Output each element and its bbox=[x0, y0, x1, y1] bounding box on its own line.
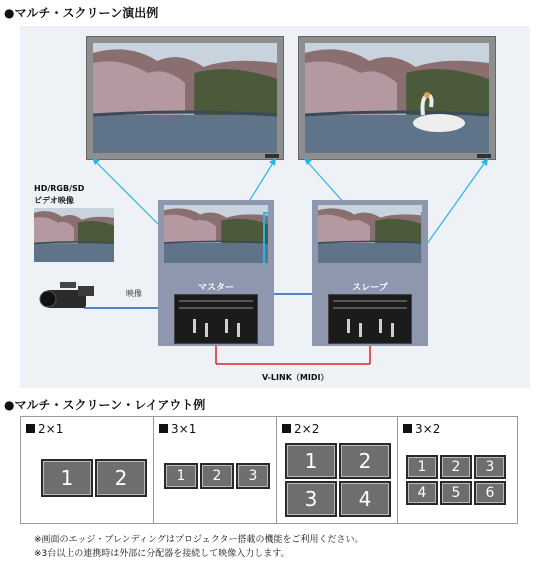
square-bullet-icon bbox=[403, 424, 412, 433]
master-label: マスター bbox=[197, 283, 234, 293]
layout-label: 3×1 bbox=[171, 422, 197, 436]
source-format-label: HD/RGB/SD bbox=[34, 184, 85, 193]
layout-example-table bbox=[20, 416, 518, 524]
connection-lines bbox=[20, 26, 530, 388]
layout-3x2 bbox=[398, 417, 517, 523]
footnote: ※画面のエッジ・ブレンディングはプロジェクター搭載の機能をご利用ください。 bbox=[34, 535, 364, 545]
source-video-label: ビデオ映像 bbox=[34, 196, 74, 205]
v-link-label: V-LINK（MIDI） bbox=[262, 373, 329, 382]
square-bullet-icon bbox=[26, 424, 35, 433]
layout-3x1 bbox=[154, 417, 277, 523]
screen-tile: 5 bbox=[440, 481, 472, 505]
master-unit-panel bbox=[158, 200, 274, 346]
footnote: ※3台以上の連携時は外部に分配器を接続して映像入力します。 bbox=[34, 549, 290, 559]
screen-tile: 2 bbox=[95, 459, 147, 497]
screen-tile: 6 bbox=[474, 481, 506, 505]
source-video-thumbnail bbox=[34, 208, 114, 262]
section-title-multiscreen-example: ●マルチ・スクリーン演出例 bbox=[4, 6, 159, 20]
screen-tile: 3 bbox=[474, 455, 506, 479]
screen-tile: 2 bbox=[339, 443, 391, 479]
screen-tile: 1 bbox=[164, 463, 198, 489]
screen-tile: 1 bbox=[41, 459, 93, 497]
screen-tile: 3 bbox=[285, 481, 337, 517]
square-bullet-icon bbox=[159, 424, 168, 433]
master-preview-image bbox=[164, 205, 268, 263]
screen-tile: 3 bbox=[236, 463, 270, 489]
layout-2x1 bbox=[21, 417, 154, 523]
screen-tile: 1 bbox=[285, 443, 337, 479]
layout-label: 2×1 bbox=[38, 422, 64, 436]
screen-tile: 2 bbox=[440, 455, 472, 479]
slave-label: スレーブ bbox=[352, 283, 388, 293]
slave-unit-panel bbox=[312, 200, 428, 346]
layout-2x2 bbox=[277, 417, 398, 523]
video-mixer-device bbox=[174, 294, 258, 344]
layout-label: 2×2 bbox=[294, 422, 320, 436]
section-title-layout-example: ●マルチ・スクリーン・レイアウト例 bbox=[4, 398, 206, 412]
screen-tile: 2 bbox=[200, 463, 234, 489]
square-bullet-icon bbox=[282, 424, 291, 433]
screen-tile: 1 bbox=[406, 455, 438, 479]
screen-tile: 4 bbox=[406, 481, 438, 505]
video-flow-label: 映像 bbox=[126, 289, 142, 298]
video-mixer-device bbox=[328, 294, 412, 344]
layout-label: 3×2 bbox=[415, 422, 441, 436]
screen-tile: 4 bbox=[339, 481, 391, 517]
slave-preview-image bbox=[318, 205, 422, 263]
multiscreen-diagram bbox=[20, 26, 530, 388]
video-camera-icon bbox=[38, 278, 102, 318]
